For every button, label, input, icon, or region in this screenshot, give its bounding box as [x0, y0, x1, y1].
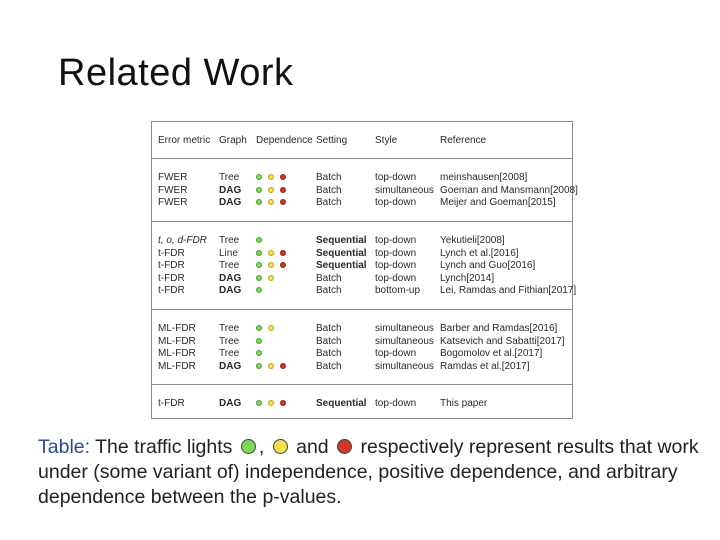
header-cell: Graph: [219, 135, 247, 146]
error-metric-cell: t, o, d-FDR: [158, 235, 207, 246]
error-metric-cell: t-FDR: [158, 247, 185, 259]
caption-text-1: The traffic lights: [95, 436, 233, 458]
error-metric-cell: t-FDR: [158, 272, 185, 284]
arbitrary-light-icon: [280, 250, 286, 256]
slide-title: Related Work: [58, 52, 294, 94]
style-cell: top-down: [375, 260, 417, 271]
error-metric-cell: t-FDR: [158, 285, 185, 296]
table-caption: [38, 435, 708, 510]
table-separator: [152, 309, 572, 310]
style-cell: simultaneous: [375, 323, 434, 334]
dependence-cell: [256, 174, 292, 187]
setting-cell: Sequential: [316, 247, 367, 259]
error-metric-cell: t-FDR: [158, 260, 185, 271]
arbitrary-light-icon: [280, 262, 286, 268]
arbitrary-light-icon: [280, 199, 286, 205]
arbitrary-light-icon: [280, 400, 286, 406]
error-metric-cell: t-FDR: [158, 398, 185, 409]
setting-cell: Batch: [316, 348, 342, 359]
style-cell: simultaneous: [375, 335, 434, 347]
graph-cell: DAG: [219, 360, 242, 372]
setting-cell: Sequential: [316, 398, 367, 409]
arbitrary-light-icon: [280, 187, 286, 193]
graph-cell: Tree: [219, 323, 240, 334]
graph-cell: Tree: [219, 172, 240, 183]
graph-cell: Tree: [219, 260, 240, 271]
table-separator: [152, 221, 572, 222]
setting-cell: Batch: [316, 272, 342, 284]
positive-light-icon: [268, 325, 274, 331]
independent-light-icon: [256, 275, 262, 281]
setting-cell: Batch: [316, 323, 342, 334]
positive-light-icon: [268, 250, 274, 256]
positive-light-icon: [268, 199, 274, 205]
related-work-table: [151, 121, 578, 419]
dependence-cell: [256, 350, 268, 363]
dependence-cell: [256, 363, 292, 376]
style-cell: top-down: [375, 398, 417, 409]
reference-cell: meinshausen[2008]: [440, 172, 528, 183]
error-metric-cell: FWER: [158, 184, 188, 196]
style-cell: top-down: [375, 172, 417, 183]
caption-label: Table:: [38, 436, 91, 458]
style-cell: simultaneous: [375, 360, 434, 372]
header-cell: Reference: [440, 135, 487, 146]
style-cell: top-down: [375, 235, 417, 246]
green-light-icon: [241, 439, 256, 454]
setting-cell: Batch: [316, 335, 342, 347]
setting-cell: Batch: [316, 197, 342, 208]
setting-cell: Batch: [316, 184, 342, 196]
style-cell: top-down: [375, 197, 417, 208]
graph-cell: Line: [219, 247, 238, 259]
reference-cell: Meijer and Goeman[2015]: [440, 197, 556, 208]
style-cell: simultaneous: [375, 184, 434, 196]
dependence-cell: [256, 237, 268, 250]
independent-light-icon: [256, 338, 262, 344]
error-metric-cell: ML-FDR: [158, 323, 196, 334]
error-metric-cell: ML-FDR: [158, 335, 196, 347]
header-cell: Error metric: [158, 135, 211, 146]
error-metric-cell: FWER: [158, 172, 188, 183]
reference-cell: This paper: [440, 398, 488, 409]
independent-light-icon: [256, 325, 262, 331]
style-cell: top-down: [375, 348, 417, 359]
arbitrary-light-icon: [280, 174, 286, 180]
graph-cell: Tree: [219, 235, 240, 246]
independent-light-icon: [256, 350, 262, 356]
style-cell: top-down: [375, 272, 417, 284]
style-cell: bottom-up: [375, 285, 421, 296]
dependence-cell: [256, 325, 280, 338]
graph-cell: DAG: [219, 285, 242, 296]
header-cell: Style: [375, 135, 398, 146]
independent-light-icon: [256, 174, 262, 180]
dependence-cell: [256, 250, 292, 263]
error-metric-cell: ML-FDR: [158, 360, 196, 372]
dependence-cell: [256, 338, 268, 351]
reference-cell: Lynch[2014]: [440, 272, 495, 284]
header-cell: Dependence: [256, 135, 313, 146]
red-light-icon: [337, 439, 352, 454]
independent-light-icon: [256, 250, 262, 256]
yellow-light-icon: [273, 439, 288, 454]
caption-text-3: and: [296, 436, 329, 458]
positive-light-icon: [268, 174, 274, 180]
positive-light-icon: [268, 363, 274, 369]
independent-light-icon: [256, 237, 262, 243]
setting-cell: Sequential: [316, 235, 367, 246]
reference-cell: Barber and Ramdas[2016]: [440, 323, 558, 334]
dependence-cell: [256, 275, 280, 288]
independent-light-icon: [256, 187, 262, 193]
positive-light-icon: [268, 275, 274, 281]
independent-light-icon: [256, 262, 262, 268]
positive-light-icon: [268, 187, 274, 193]
reference-cell: Lynch and Guo[2016]: [440, 260, 536, 271]
table-separator: [152, 384, 572, 385]
graph-cell: Tree: [219, 335, 240, 347]
dependence-cell: [256, 287, 268, 300]
error-metric-cell: FWER: [158, 197, 188, 208]
setting-cell: Batch: [316, 285, 342, 296]
error-metric-cell: ML-FDR: [158, 348, 196, 359]
dependence-cell: [256, 262, 292, 275]
graph-cell: DAG: [219, 272, 242, 284]
graph-cell: Tree: [219, 348, 240, 359]
positive-light-icon: [268, 262, 274, 268]
graph-cell: DAG: [219, 184, 242, 196]
style-cell: top-down: [375, 247, 417, 259]
setting-cell: Sequential: [316, 260, 367, 271]
dependence-cell: [256, 187, 292, 200]
dependence-cell: [256, 199, 292, 212]
graph-cell: DAG: [219, 197, 242, 208]
reference-cell: Lei, Ramdas and Fithian[2017]: [440, 285, 577, 296]
reference-cell: Lynch et al.[2016]: [440, 247, 519, 259]
arbitrary-light-icon: [280, 363, 286, 369]
reference-cell: Ramdas et al.[2017]: [440, 360, 530, 372]
reference-cell: Katsevich and Sabatti[2017]: [440, 335, 565, 347]
independent-light-icon: [256, 287, 262, 293]
independent-light-icon: [256, 400, 262, 406]
reference-cell: Bogomolov et al.[2017]: [440, 348, 543, 359]
reference-cell: Yekutieli[2008]: [440, 235, 505, 246]
graph-cell: DAG: [219, 398, 242, 409]
reference-cell: Goeman and Mansmann[2008]: [440, 184, 578, 196]
positive-light-icon: [268, 400, 274, 406]
independent-light-icon: [256, 199, 262, 205]
dependence-cell: [256, 400, 292, 413]
caption-text-4: respectively represent results that work under (some variant of) independence, positive dependence, and arbitrary dependence between the p-values.: [38, 436, 699, 508]
caption-text-2: ,: [258, 436, 265, 458]
independent-light-icon: [256, 363, 262, 369]
setting-cell: Batch: [316, 172, 342, 183]
setting-cell: Batch: [316, 360, 342, 372]
table-separator: [152, 158, 572, 159]
header-cell: Setting: [316, 135, 348, 146]
